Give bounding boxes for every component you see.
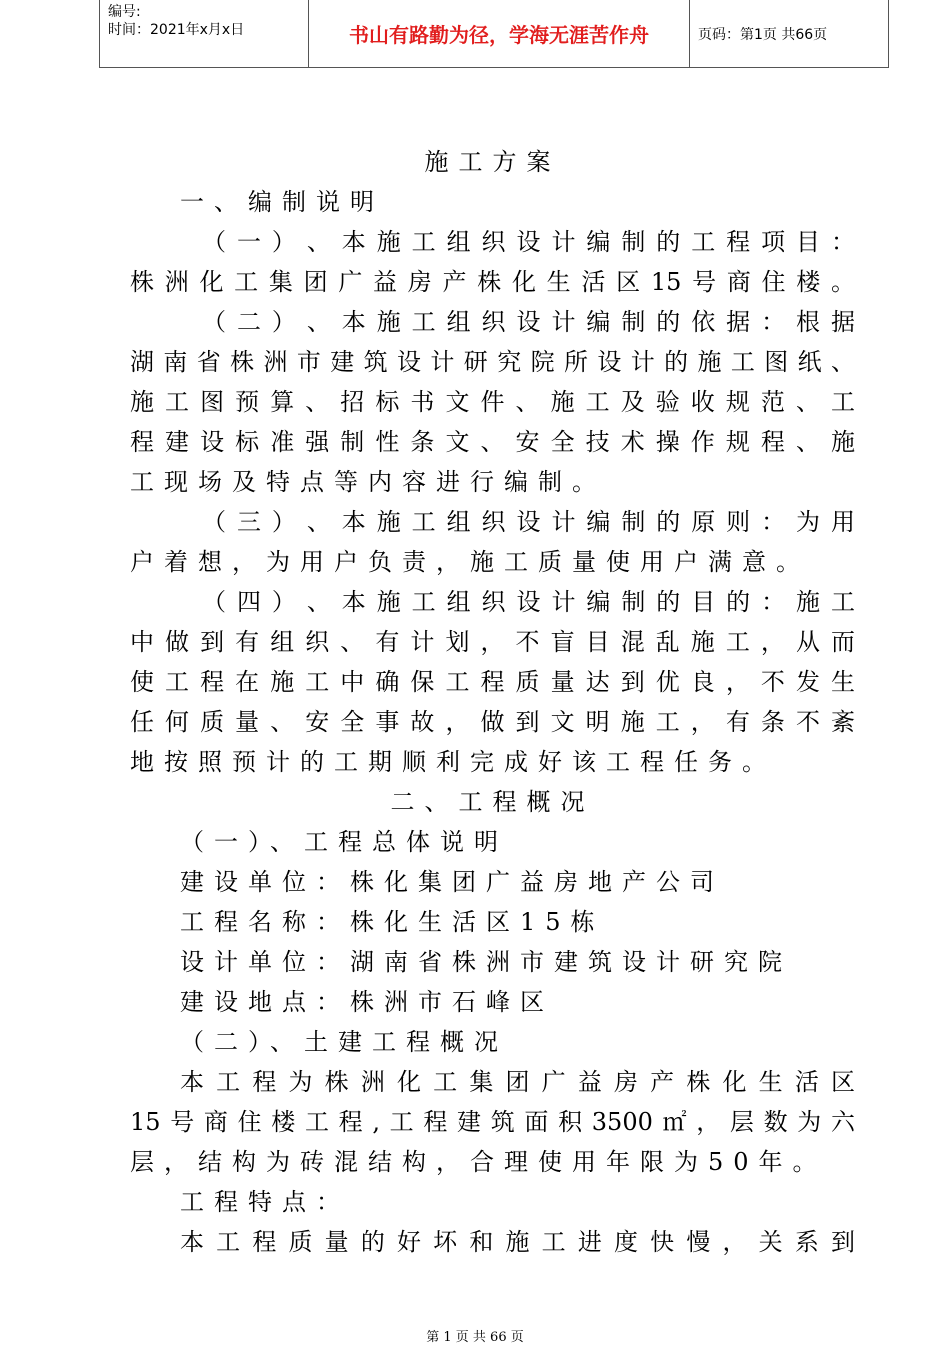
text-line: 本​工​程​为​株​洲​化​工​集​团​广​益​房​产​株​化​生​活​区 <box>180 1068 855 1096</box>
text-line: （一）、工程总体说明 <box>180 828 508 856</box>
text-line: 地按照预计的工期顺利完成好该工程任务。 <box>130 748 776 776</box>
document-paragraphs <box>130 182 855 1262</box>
text-line: 株​洲​化​工​集​团​广​益​房​产​株​化​生​活​区​1​5​号​商​住​楼​。 <box>130 268 855 296</box>
text-line: （​一​）​、​本​施​工​组​织​设​计​编​制​的​工​程​项​目​： <box>202 228 855 256</box>
text-line: 工现场及特点等内容进行编制。 <box>130 468 606 496</box>
text-line: 任​何​质​量​、​安​全​事​故​，​做​到​文​明​施​工​，​有​条​不​紊 <box>130 708 855 736</box>
document-title: 施工方案 <box>424 148 561 176</box>
text-line: 本​工​程​质​量​的​好​坏​和​施​工​进​度​快​慢​，​关​系​到 <box>180 1228 855 1256</box>
text-line: 湖​南​省​株​洲​市​建​筑​设​计​研​究​院​所​设​计​的​施​工​图​纸​、 <box>130 348 855 376</box>
page-footer: 第 1 页 共 66 页 <box>426 1330 524 1345</box>
header-page-info: 页码：第1页 共66页 <box>690 0 889 68</box>
text-line: 层，结构为砖混结构，合理使用年限为50年。 <box>130 1148 827 1176</box>
header-motto: 书山有路勤为径，学海无涯苦作舟 <box>309 0 690 68</box>
text-line: 1​5​号​商​住​楼​工​程​,​工​程​建​筑​面​积​3​5​0​0​㎡​，​层​数​为​六 <box>130 1108 855 1136</box>
text-line: 程​建​设​标​准​强​制​性​条​文​、​安​全​技​术​操​作​规​程​、​施 <box>130 428 855 456</box>
document-body <box>130 142 855 1262</box>
text-line: （​二​）​、​本​施​工​组​织​设​计​编​制​的​依​据​：​根​据 <box>202 308 855 336</box>
text-line: （​四​）​、​本​施​工​组​织​设​计​编​制​的​目​的​：​施​工 <box>202 588 855 616</box>
document-number-label: 编号: <box>108 4 141 20</box>
text-line: 中​做​到​有​组​织​、​有​计​划​，​不​盲​目​混​乱​施​工​，​从​而 <box>130 628 855 656</box>
text-line: 使​工​程​在​施​工​中​确​保​工​程​质​量​达​到​优​良​，​不​发​生 <box>130 668 855 696</box>
text-line: 设计单位：湖南省株洲市建筑设计研究院 <box>180 948 792 976</box>
text-line: 户着想，为用户负责，施工质量使用户满意。 <box>130 548 810 576</box>
text-line: 二、工程概况 <box>390 788 595 816</box>
text-line: 一、编制说明 <box>180 188 384 216</box>
text-line: 工程特点： <box>180 1188 350 1216</box>
text-line: （二）、土建工程概况 <box>180 1028 508 1056</box>
header-meta <box>100 0 309 68</box>
text-line: 建设地点：株洲市石峰区 <box>180 988 554 1016</box>
text-line: （​三​）​、​本​施​工​组​织​设​计​编​制​的​原​则​：​为​用 <box>202 508 855 536</box>
text-line: 施​工​图​预​算​、​招​标​书​文​件​、​施​工​及​验​收​规​范​、​工 <box>130 388 855 416</box>
text-line: 建设单位：株化集团广益房地产公司 <box>180 868 724 896</box>
document-date: 时间：2021年x月x日 <box>108 22 245 38</box>
text-line: 工程名称：株化生活区15栋 <box>180 908 605 936</box>
document-header <box>99 0 889 68</box>
